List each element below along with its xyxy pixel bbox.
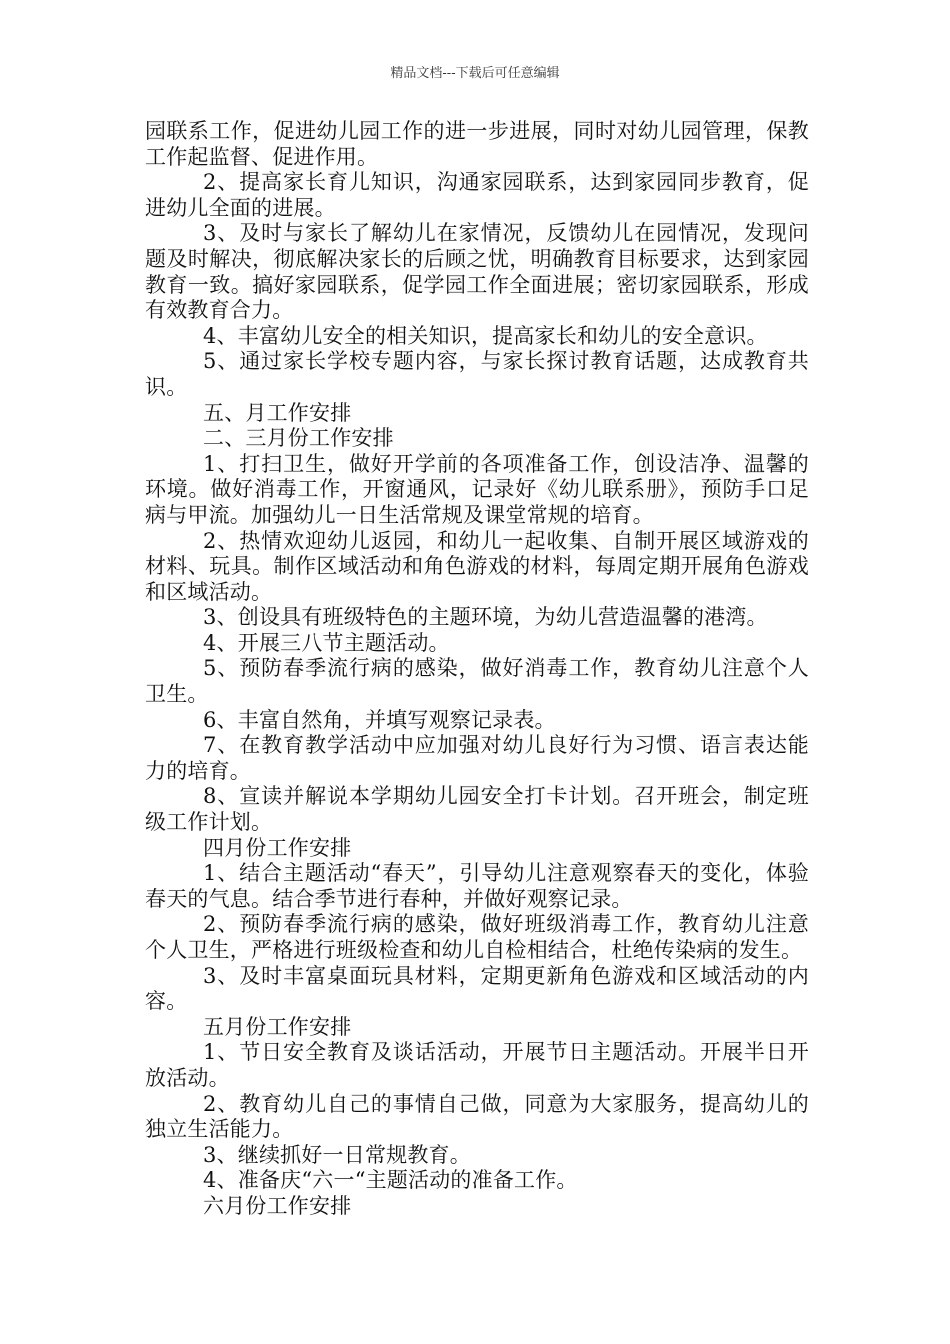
section-heading: 五月份工作安排	[203, 1014, 352, 1039]
paragraph: 3、及时丰富桌面玩具材料，定期更新角色游戏和区域活动的内容。	[145, 963, 809, 1014]
paragraph: 2、提高家长育儿知识，沟通家园联系，达到家园同步教育，促进幼儿全面的进展。	[145, 170, 809, 220]
paragraph: 8、宣读并解说本学期幼儿园安全打卡计划。召开班会，制定班级工作计划。	[145, 784, 809, 835]
paragraph: 1、节日安全教育及谈话活动，开展节日主题活动。开展半日开放活动。	[145, 1040, 809, 1090]
section-heading: 四月份工作安排	[203, 835, 352, 860]
paragraph: 园联系工作，促进幼儿园工作的进一步进展，同时对幼儿园管理，保教工作起监督、促进作用。	[145, 119, 809, 169]
paragraph: 1、打扫卫生，做好开学前的各项准备工作，创设洁净、温馨的环境。做好消毒工作，开窗通风，记录好《幼儿联系册》，预防手口足病与甲流。加强幼儿一日生活常规及课堂常规的培育。	[145, 451, 809, 527]
paragraph: 3、创设具有班级特色的主题环境，为幼儿营造温馨的港湾。	[203, 605, 768, 630]
paragraph: 2、热情欢迎幼儿返园，和幼儿一起收集、自制开展区域游戏的材料、玩具。制作区域活动和角色游戏的材料，每周定期开展角色游戏和区域活动。	[145, 528, 809, 604]
paragraph: 3、及时与家长了解幼儿在家情况，反馈幼儿在园情况，发现问题及时解决，彻底解决家长的后顾之忧，明确教育目标要求，达到家园教育一致。搞好家园联系，促学园工作全面进展；密切家园联系，形成有效教育合力。	[145, 221, 809, 323]
paragraph: 7、在教育教学活动中应加强对幼儿良好行为习惯、语言表达能力的培育。	[145, 733, 809, 783]
paragraph: 1、结合主题活动“春天”，引导幼儿注意观察春天的变化，体验春天的气息。结合季节进行春种，并做好观察记录。	[145, 861, 809, 911]
section-heading: 六月份工作安排	[203, 1193, 352, 1218]
document-body	[145, 119, 809, 1220]
paragraph: 2、预防春季流行病的感染，做好班级消毒工作，教育幼儿注意个人卫生，严格进行班级检查和幼儿自检相结合，杜绝传染病的发生。	[145, 912, 809, 962]
section-heading: 二、三月份工作安排	[203, 426, 394, 451]
page-header: 精品文档---下载后可任意编辑	[390, 66, 560, 81]
paragraph: 6、丰富自然角，并填写观察记录表。	[203, 707, 556, 732]
paragraph: 4、开展三八节主题活动。	[203, 630, 450, 655]
paragraph: 5、通过家长学校专题内容，与家长探讨教育话题，达成教育共识。	[145, 349, 809, 399]
paragraph: 5、预防春季流行病的感染，做好消毒工作，教育幼儿注意个人卫生。	[145, 656, 809, 707]
paragraph: 4、准备庆“六一“主题活动的准备工作。	[203, 1168, 578, 1193]
paragraph: 2、教育幼儿自己的事情自己做，同意为大家服务，提高幼儿的独立生活能力。	[145, 1091, 809, 1142]
paragraph: 3、继续抓好一日常规教育。	[203, 1142, 471, 1167]
paragraph: 4、丰富幼儿安全的相关知识，提高家长和幼儿的安全意识。	[203, 323, 768, 348]
section-heading: 五、月工作安排	[203, 400, 352, 425]
